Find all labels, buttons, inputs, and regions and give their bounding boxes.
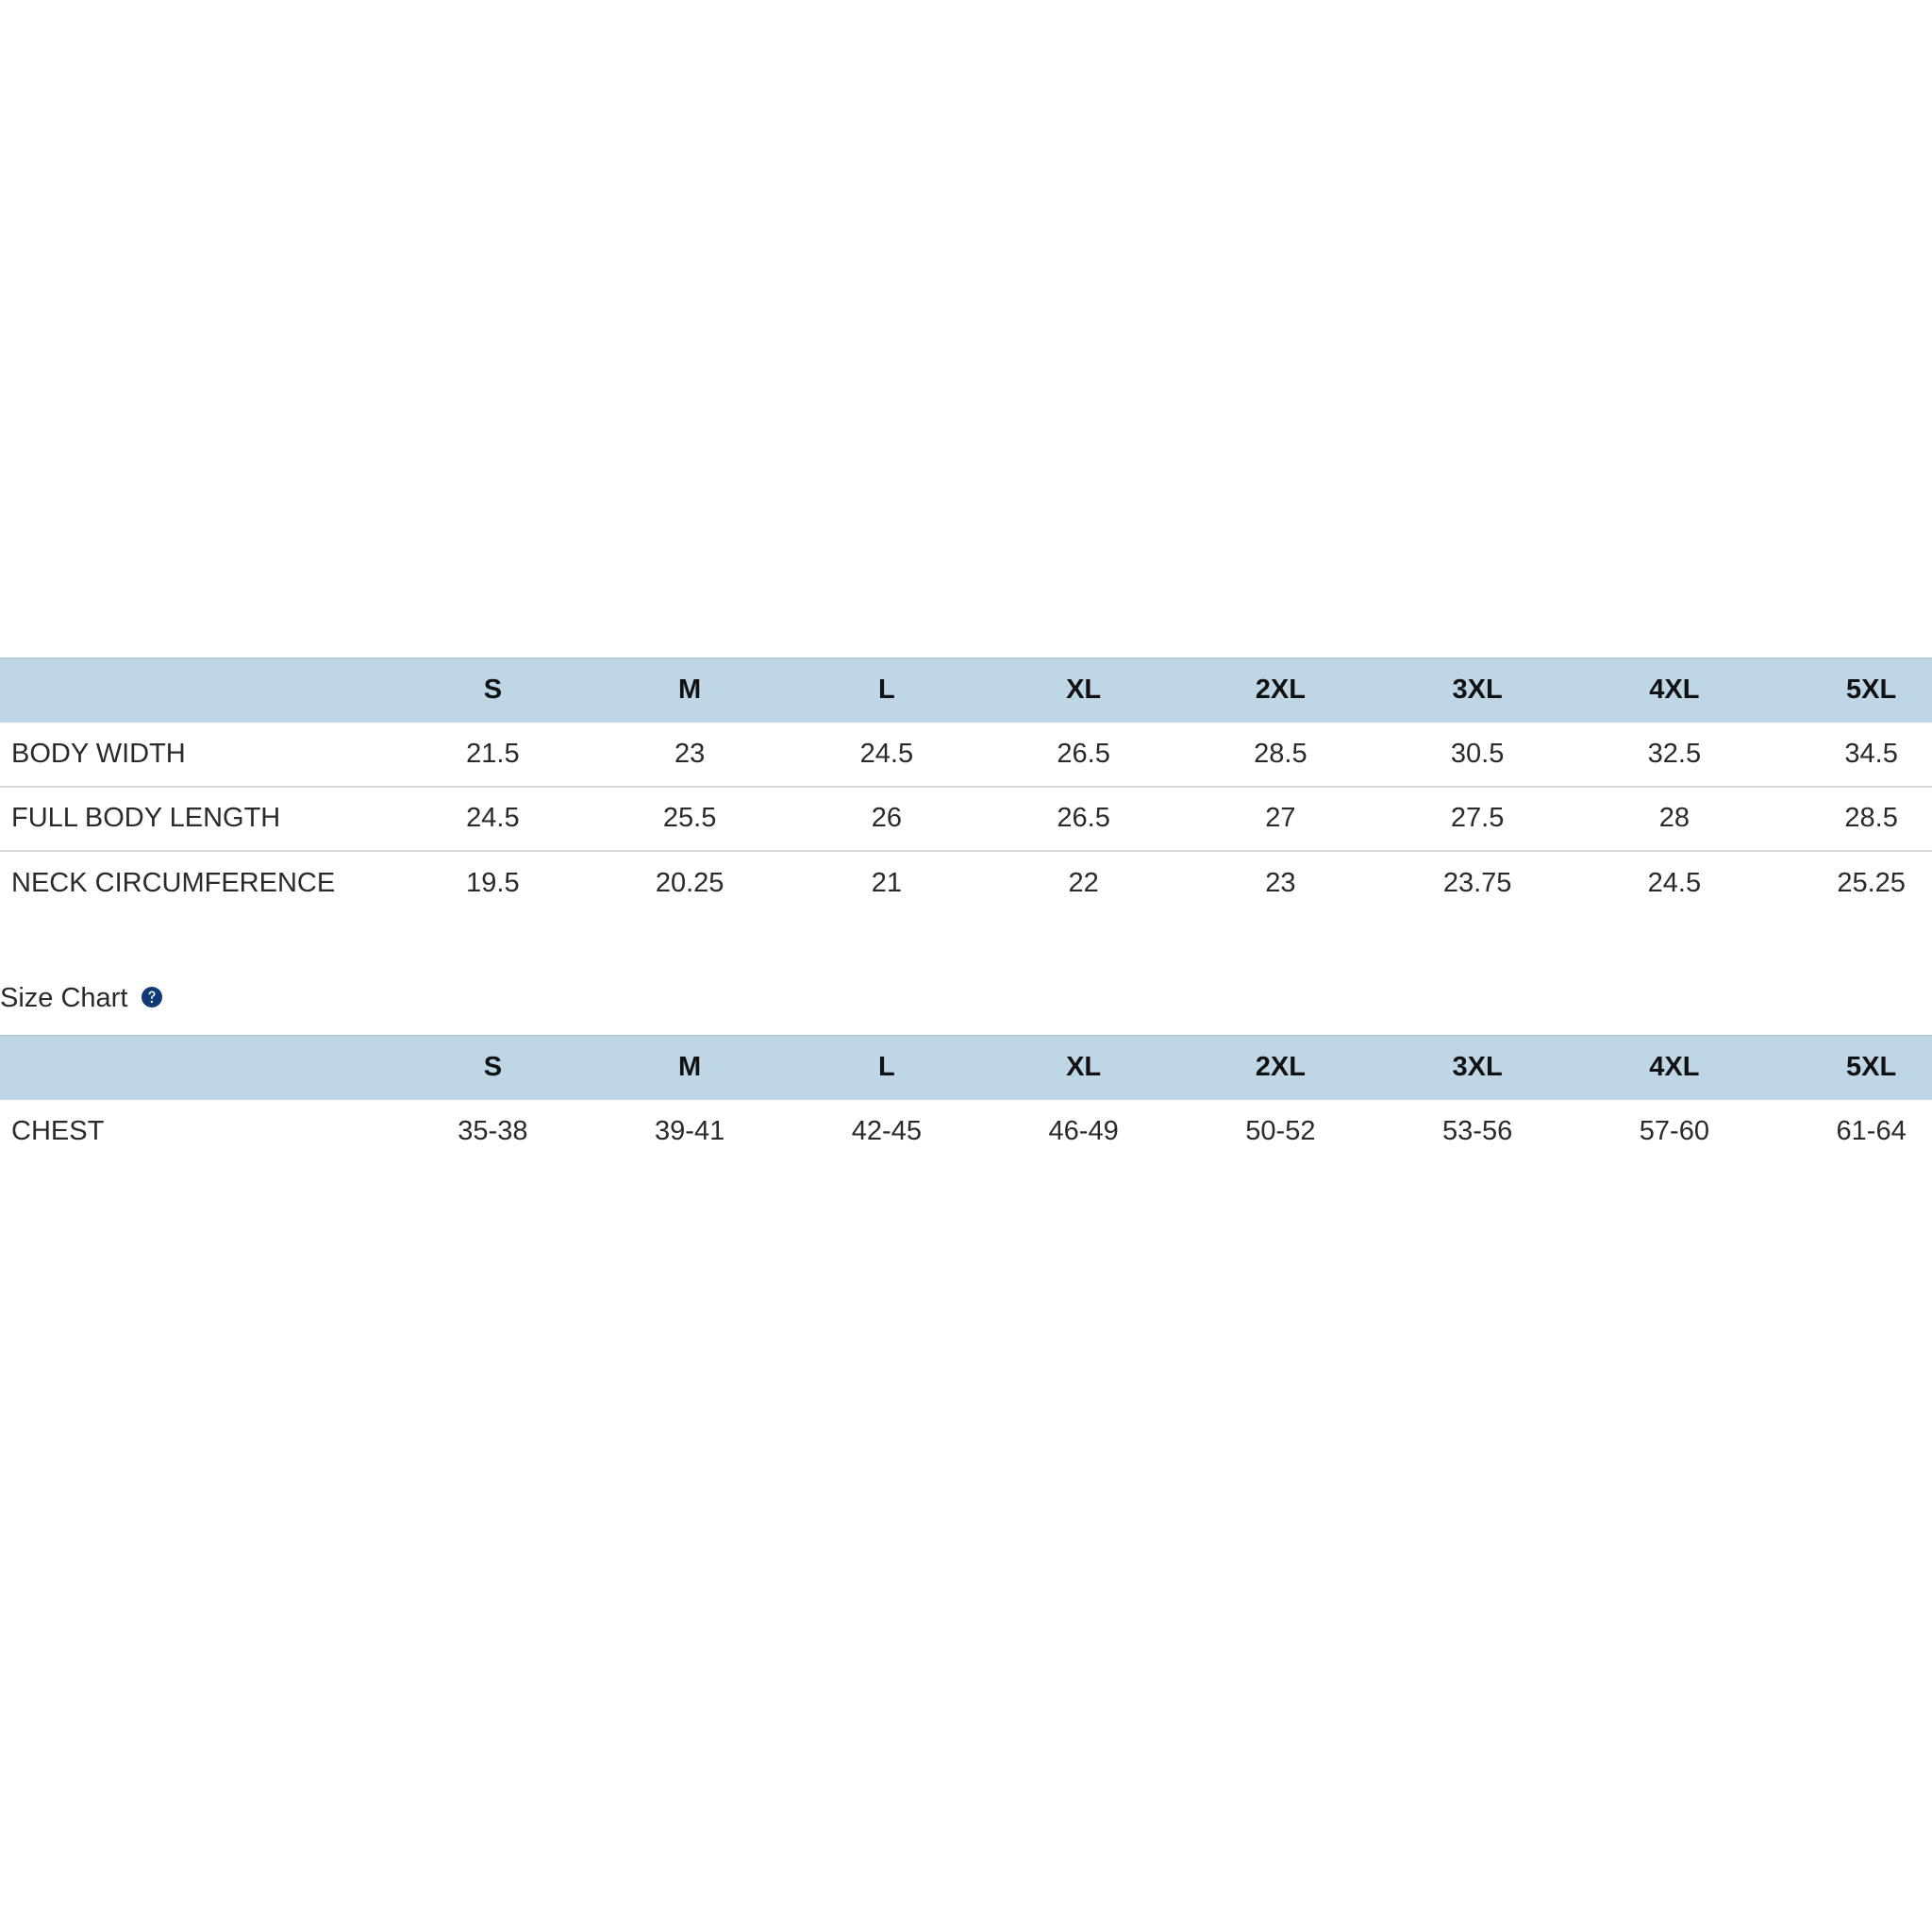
table-cell: 50-52 (1245, 1116, 1316, 1146)
table-cell: 61-64 (1836, 1116, 1907, 1146)
size-chart-table (0, 1035, 1932, 1164)
header-cell-4xl: 4XL (1576, 1036, 1774, 1100)
header-cell-l: L (789, 658, 986, 723)
header-cell-5xl: 5XL (1773, 1036, 1932, 1100)
question-circle-icon[interactable] (141, 985, 163, 1008)
header-cell-l: L (789, 1036, 986, 1100)
table-cell: 23.75 (1442, 867, 1512, 898)
table-cell: 32.5 (1576, 723, 1774, 787)
row-label: FULL BODY LENGTH (0, 787, 394, 851)
table-cell: 24.5 (1647, 867, 1702, 898)
size-chart-heading (0, 977, 163, 1019)
header-cell-m: M (591, 1036, 789, 1100)
table-cell: 26.5 (985, 787, 1182, 851)
table-cell: 27.5 (1379, 787, 1576, 851)
table-cell: 35-38 (458, 1116, 528, 1146)
table-cell: 42-45 (851, 1116, 922, 1146)
header-cell-s: S (394, 1036, 591, 1100)
table-cell: 26.5 (985, 723, 1182, 787)
table-cell: 22 (1068, 867, 1099, 898)
table-cell: 28.5 (1182, 723, 1379, 787)
table-cell: 25.25 (1837, 867, 1906, 898)
table-cell: 27 (1182, 787, 1379, 851)
header-cell-m: M (591, 658, 789, 723)
header-cell-xl: XL (985, 658, 1182, 723)
table-cell: 26 (789, 787, 986, 851)
measurements-table (0, 658, 1932, 915)
table-cell: 24.5 (394, 787, 591, 851)
header-cell-5xl: 5XL (1773, 658, 1932, 723)
table-header-row (0, 658, 1932, 723)
table-row (0, 851, 1932, 915)
table-cell: 21 (871, 867, 902, 898)
header-cell-2xl: 2XL (1182, 1036, 1379, 1100)
table-cell: 19.5 (466, 867, 520, 898)
table-cell: 53-56 (1442, 1116, 1513, 1146)
header-cell-label (0, 658, 394, 723)
table-cell: 25.5 (591, 787, 789, 851)
header-cell-s: S (394, 658, 591, 723)
header-cell-3xl: 3XL (1379, 1036, 1576, 1100)
table-cell: 21.5 (394, 723, 591, 787)
table-cell: 24.5 (789, 723, 986, 787)
header-cell-2xl: 2XL (1182, 658, 1379, 723)
table-cell: 39-41 (655, 1116, 725, 1146)
table-row (0, 1100, 1932, 1164)
header-cell-label (0, 1036, 394, 1100)
table-row (0, 723, 1932, 787)
size-chart-title: Size Chart (0, 982, 128, 1013)
table-cell: 23 (1265, 867, 1296, 898)
table-cell: 28 (1576, 787, 1774, 851)
table-cell: 28.5 (1773, 787, 1932, 851)
table-cell: 46-49 (1048, 1116, 1119, 1146)
header-cell-xl: XL (985, 1036, 1182, 1100)
header-cell-4xl: 4XL (1576, 658, 1774, 723)
row-label: NECK CIRCUMFERENCE (11, 867, 336, 898)
table-cell: 30.5 (1379, 723, 1576, 787)
table-cell: 34.5 (1773, 723, 1932, 787)
table-header-row (0, 1036, 1932, 1100)
table-cell: 23 (591, 723, 789, 787)
row-label: BODY WIDTH (0, 723, 394, 787)
table-cell: 20.25 (655, 867, 724, 898)
row-label: CHEST (11, 1116, 105, 1146)
table-row (0, 787, 1932, 851)
table-cell: 57-60 (1639, 1116, 1709, 1146)
header-cell-3xl: 3XL (1379, 658, 1576, 723)
